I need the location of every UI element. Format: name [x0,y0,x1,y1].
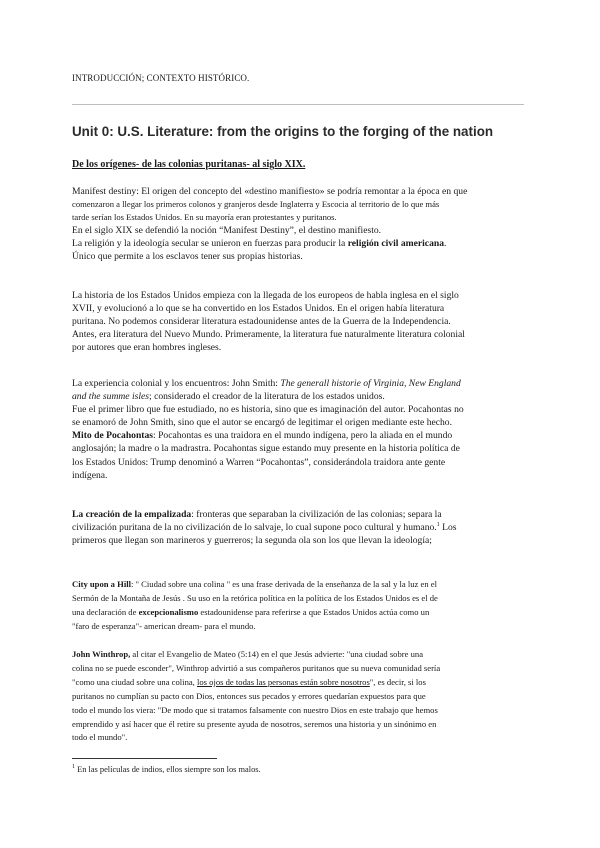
text-line: por autores que eran hombres ingleses. [72,342,222,354]
text-line: Manifest destiny: El origen del concepto del «destino manifiesto» se podría remontar a la época en que [72,186,468,197]
text-line: se enamoró de John Smith, sino que el autor se encargó de legitimar el origen mediante este hecho. [72,417,452,429]
book-title: and the summe isles [72,391,150,403]
section-title: De los orígenes- de las colonias puritanas- al siglo XIX. [72,159,306,170]
text-run: : fronteras que separaban la civilización de las colonias; separa la [191,509,442,520]
text-line [72,676,526,690]
text-line [72,377,526,390]
text-line: comenzaron a llegar los primeros colonos y granjeros desde Inglaterra y Escocia al territorio de lo que más [72,199,440,210]
book-title: The generall historie of Virginia, New England [280,378,461,389]
unit-title: Unit 0: U.S. Literature: from the origins to the forging of the nation [72,124,494,139]
page-header: INTRODUCCIÓN; CONTEXTO HISTÓRICO. [72,73,250,83]
text-line: Fue el primer libro que fue estudiado, no es historia, sino que es imaginación del autor. Pocahontas no [72,404,464,416]
text-run: ", es decir, si los [369,676,426,687]
text-run: : Pocahontas es una traidora en el mundo indígena, pero la aliada en el mundo [153,430,453,442]
text-run: "como una ciudad sobre una colina, [72,676,197,687]
text-line: anglosajón; la madre o la madrastra. Pocahontas sigue estando muy presente en la historia política de [72,443,460,455]
text-run: Los [439,522,457,534]
bold-term: La creación de la empalizada [72,509,192,520]
text-line: todo el mundo los viera: "De modo que si tratamos falsamente con nuestro Dios en este trabajo que hemos [72,704,438,715]
text-line: puritanos no cumplían su pacto con Dios, entonces sus pecados y errores quedarían expuestos para que [72,690,426,701]
paragraph-manifest-destiny [72,185,526,264]
text-line [72,390,526,403]
text-line [72,237,526,250]
text-line: Único que permite a los esclavos tener sus propias historias. [72,251,303,263]
text-line: emprendido y así hacer que él retire su presente ayuda de nosotros, seremos una historia y un sinónimo en [72,718,437,729]
text-line: XVII, y evolucionó a lo que se ha convertido en los Estados Unidos. En el origen había literatura [72,303,445,315]
text-run: ; considerado el creador de la literatura de los estados unidos. [149,391,385,403]
paragraph-city-upon-a-hill [72,578,526,634]
bold-term: John Winthrop, [72,649,131,659]
text-run: La religión y la ideología secular se unieron en fuerzas para producir la [72,238,348,250]
footnote-text: En las películas de indios, ellos siempre son los malos. [75,765,261,774]
bold-term: excepcionalismo [138,606,199,617]
underlined-quote: los ojos de todas las personas están sobre nosotros [196,676,370,687]
text-run: civilización puritana de la no civilización de lo salvaje, lo cual supone poco cultural y humano. [72,522,437,534]
paragraph-john-winthrop [72,648,526,745]
text-line: En el siglo XIX se defendió la noción “Manifest Destiny”, el destino manifiesto. [72,225,382,237]
paragraph-colonial-experience [72,377,526,482]
bold-term: religión civil americana [347,238,444,250]
text-line: todo el mundo". [72,732,128,743]
bold-term: City upon a Hill [72,579,131,589]
footnote-number: 1 [72,764,75,771]
header-divider [72,104,524,105]
text-line: puritana. No podemos considerar literatura estadounidense antes de la Guerra de la Independencia. [72,316,451,328]
text-line: Antes, era literatura del Nuevo Mundo. Primeramente, la literatura fue naturalmente literatura colonial [72,329,465,341]
text-line: Sermón de la Montaña de Jesús . Su uso en la retórica política en la política de los Estados Unidos es el de [72,592,438,603]
text-run: : " Ciudad sobre una colina " es una frase derivada de la enseñanza de la sal y la luz en el [130,579,437,589]
text-line [72,508,526,521]
text-run: La experiencia colonial y los encuentros: John Smith: [72,378,281,389]
text-line [72,521,526,534]
text-line: indígena. [72,469,108,481]
footnote-ref[interactable]: 1 [436,521,440,528]
text-line [72,648,526,662]
text-line [72,429,526,442]
text-line: primeros que llegan son marineros y guerreros; la segunda ola son los que llevan la ideología; [72,535,432,547]
text-line [72,578,526,592]
paragraph-empalizada [72,508,526,547]
text-run: estadounidense para referirse a que Estados Unidos actúa como un [198,606,430,617]
text-run: una declaración de [72,606,139,617]
text-run: al citar el Evangelio de Mateo (5:14) en el que Jesús advierte: "una ciudad sobre una [130,649,424,659]
text-line [72,606,526,620]
text-run: . [444,238,447,250]
text-line: "faro de esperanza"- american dream- para el mundo. [72,620,256,631]
text-line: los Estados Unidos: Trump denominó a Warren “Pocahontas”, considerándola traidora ante gente [72,456,446,468]
bold-term: Mito de Pocahontas [72,430,154,442]
text-line: La historia de los Estados Unidos empieza con la llegada de los europeos de habla inglesa en el siglo [72,290,459,301]
footnote [72,765,261,774]
footnote-divider [72,758,217,759]
paragraph-history [72,289,526,354]
text-line: colina no se puede esconder", Winthrop advirtió a sus compañeros puritanos que su nueva comunidad sería [72,662,441,673]
text-line: tarde serían los Estados Unidos. En su mayoría eran protestantes y puritanos. [72,212,337,223]
